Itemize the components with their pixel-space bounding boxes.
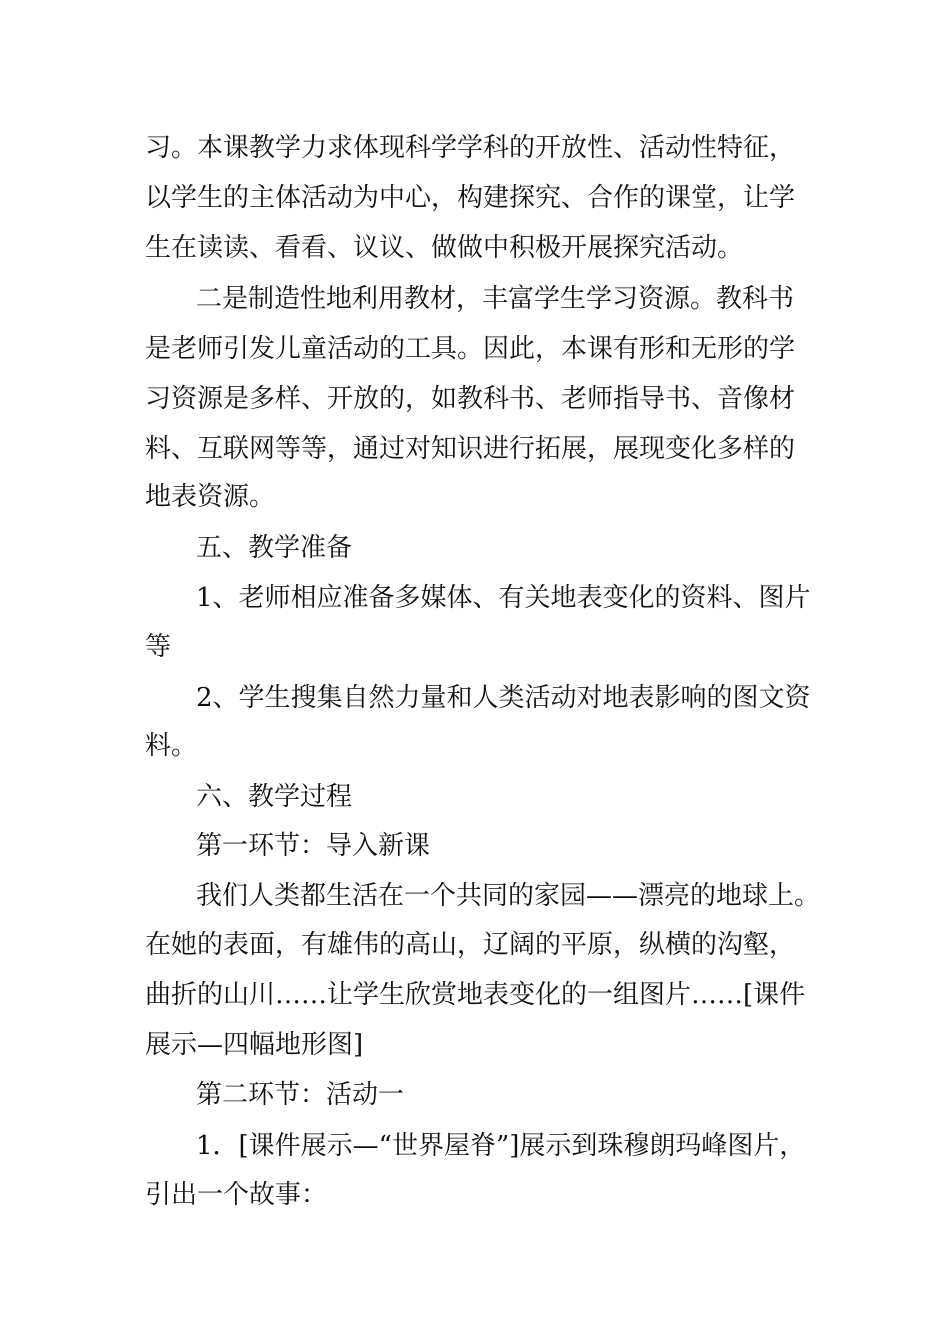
text-line: 曲折的山川……让学生欣赏地表变化的一组图片……[课件: [145, 980, 806, 1010]
text-line: 我们人类都生活在一个共同的家园——漂亮的地球上。: [196, 881, 821, 911]
subsection-heading: 第二环节：活动一: [196, 1080, 405, 1110]
subsection-heading: 第一环节：导入新课: [196, 831, 431, 861]
text-line: 是老师引发儿童活动的工具。因此，本课有形和无形的学: [145, 334, 796, 364]
text-line: 习。本课教学力求体现科学学科的开放性、活动性特征，: [145, 133, 796, 163]
text-line: 2、学生搜集自然力量和人类活动对地表影响的图文资: [196, 683, 811, 713]
text-line: 二是制造性地利用教材，丰富学生学习资源。教科书: [196, 284, 795, 314]
text-line: 料。: [145, 731, 198, 761]
text-line: 习资源是多样、开放的，如教科书、老师指导书、音像材: [145, 384, 796, 414]
text-line: 生在读读、看看、议议、做做中积极开展探究活动。: [145, 233, 744, 263]
text-line: 引出一个故事：: [145, 1180, 328, 1210]
text-line: 在她的表面，有雄伟的高山，辽阔的平原，纵横的沟壑，: [145, 930, 796, 960]
text-line: 料、互联网等等，通过对知识进行拓展，展现变化多样的: [145, 434, 796, 464]
text-line: 以学生的主体活动为中心，构建探究、合作的课堂，让学: [145, 183, 796, 213]
text-line: 地表资源。: [145, 482, 276, 512]
text-line: 1、老师相应准备多媒体、有关地表变化的资料、图片: [196, 583, 811, 613]
text-line: 展示—四幅地形图]: [145, 1030, 364, 1060]
section-heading: 五、教学准备: [196, 533, 353, 563]
text-line: 等: [145, 632, 172, 662]
section-heading: 六、教学过程: [196, 782, 353, 812]
text-line: 1．[课件展示—“世界屋脊”]展示到珠穆朗玛峰图片，: [196, 1131, 806, 1161]
